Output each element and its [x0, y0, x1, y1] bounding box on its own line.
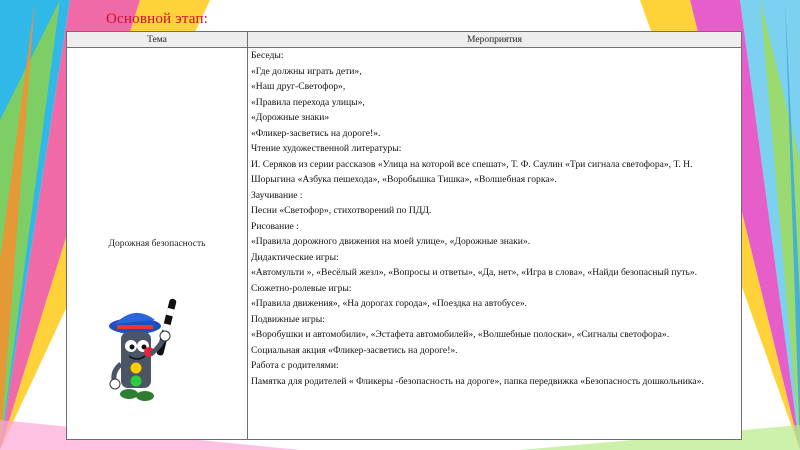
events-header: Мероприятия: [248, 32, 742, 48]
events-cell: [248, 48, 742, 440]
events-line: Работа с родителями:: [251, 360, 339, 371]
events-line: «Правила перехода улицы»,: [251, 96, 365, 108]
events-line: Социальная акция «Фликер-засветись на дороге!».: [251, 344, 458, 356]
events-line: Чтение художественной литературы:: [251, 143, 402, 154]
events-line: «Правила дорожного движения на моей улице», «Дорожные знаки».: [251, 236, 531, 247]
events-line: «Правила движения», «На дорогах города», «Поездка на автобусе».: [251, 298, 528, 309]
events-line: Песни «Светофор», стихотворений по ПДД.: [251, 205, 432, 216]
traffic-light-mascot-icon: [105, 294, 193, 404]
slide-title: Основной этап:: [106, 11, 209, 27]
events-line: Рисование :: [251, 220, 299, 232]
events-line: Подвижные игры:: [251, 313, 325, 325]
events-line: Беседы:: [251, 50, 284, 61]
events-line: «Автомульти », «Весёлый жезл», «Вопросы и ответы», «Да, нет», «Игра в слова», «Найди безопасный путь».: [251, 267, 698, 278]
events-line: «Воробушки и автомобили», «Эстафета автомобилей», «Волшебные полоски», «Сигналы светофора».: [251, 329, 670, 340]
events-line: «Фликер-засветись на дороге!».: [251, 127, 381, 139]
events-line: «Где должны играть дети»,: [251, 65, 362, 77]
table-header-row: [67, 32, 742, 48]
events-line: «Наш друг-Светофор»,: [251, 81, 346, 92]
events-line: Памятка для родителей « Фликеры -безопасность на дороге», папка передвижка «Безопасность дошкольника».: [251, 375, 704, 387]
events-line: Дидактические игры:: [251, 251, 339, 263]
events-line: Сюжетно-ролевые игры:: [251, 282, 352, 294]
events-line: И. Серяков из серии рассказов «Улица на которой все спешат», Т. Ф. Саулин «Три сигнала светофора», Т. Н. Шорыгина «Азбука пешехода», «Воробышка Тишка», «Волшебная горка».: [251, 158, 693, 185]
events-line: Заучивание :: [251, 189, 303, 201]
theme-header: Тема: [67, 32, 248, 48]
theme-label: Дорожная безопасность: [108, 238, 206, 249]
events-line: «Дорожные знаки»: [251, 112, 330, 123]
